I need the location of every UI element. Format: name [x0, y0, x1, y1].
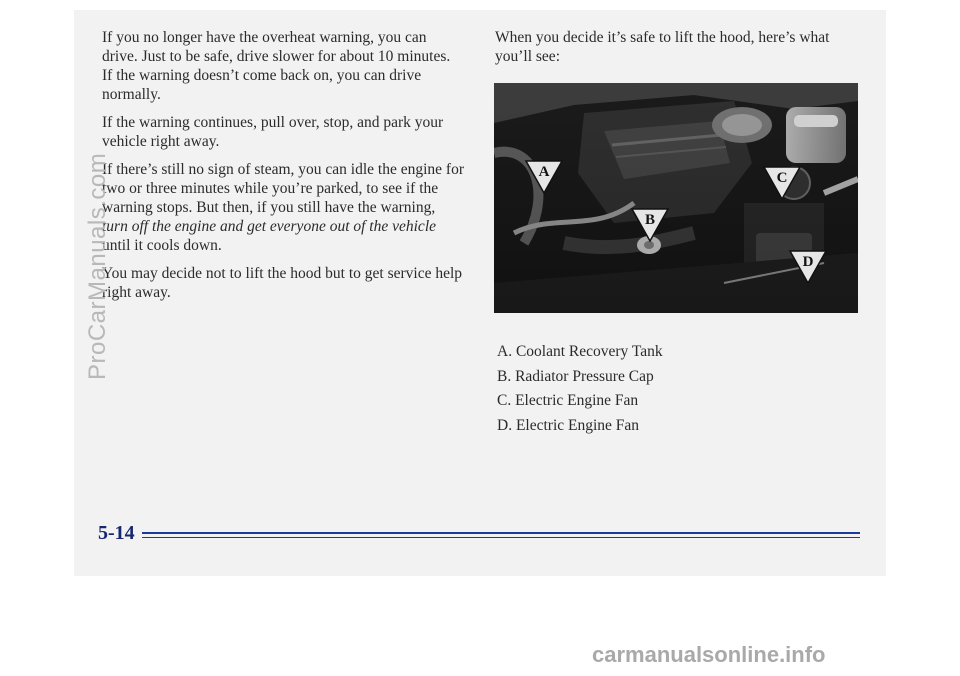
idle-text-start: If there’s still no sign of steam, you can idle the engine for two or three minutes while you’re parked, to see if the warning stops. But then, if you still have the warning, — [102, 161, 465, 216]
legend-item-coolant-tank: A. Coolant Recovery Tank — [497, 343, 663, 360]
marker-a-label: A — [538, 164, 550, 180]
idle-text-emphasis: turn off the engine and get everyone out of the vehicle — [102, 218, 436, 235]
paragraph-warning-continues: If the warning continues, pull over, stop, and park your vehicle right away. — [102, 114, 444, 150]
idle-text-end: until it cools down. — [102, 237, 222, 254]
marker-b-label: B — [644, 212, 656, 228]
left-column-text — [102, 28, 464, 311]
photo-legend — [497, 340, 663, 438]
marker-d-label: D — [802, 254, 814, 270]
engine-compartment-photo — [494, 83, 858, 313]
footer-rule-thin — [142, 537, 860, 538]
page-number: 5-14 — [98, 522, 135, 544]
legend-item-pressure-cap: B. Radiator Pressure Cap — [497, 367, 654, 385]
paragraph-idle-engine — [102, 160, 464, 255]
paragraph-get-service: You may decide not to lift the hood but to get service help right away. — [102, 265, 463, 301]
watermark-carmanualsonline: carmanualsonline.info — [592, 642, 826, 667]
paragraph-overheat-gone: If you no longer have the overheat warning, you can drive. Just to be safe, drive slower for about 10 minutes. If the warning doesn’t come back on, you can drive normally. — [102, 29, 451, 103]
watermark-procarmanuals: ProCarManuals.com — [84, 152, 111, 380]
legend-item-engine-fan-d: D. Electric Engine Fan — [497, 416, 640, 434]
paragraph-lift-hood: When you decide it’s safe to lift the hood, here’s what you’ll see: — [495, 29, 830, 65]
legend-item-engine-fan-c: C. Electric Engine Fan — [497, 392, 639, 409]
marker-c-label: C — [776, 170, 788, 186]
right-column-text — [495, 28, 865, 66]
engine-photo-drawing — [494, 83, 858, 313]
footer-rule-thick — [142, 532, 860, 534]
